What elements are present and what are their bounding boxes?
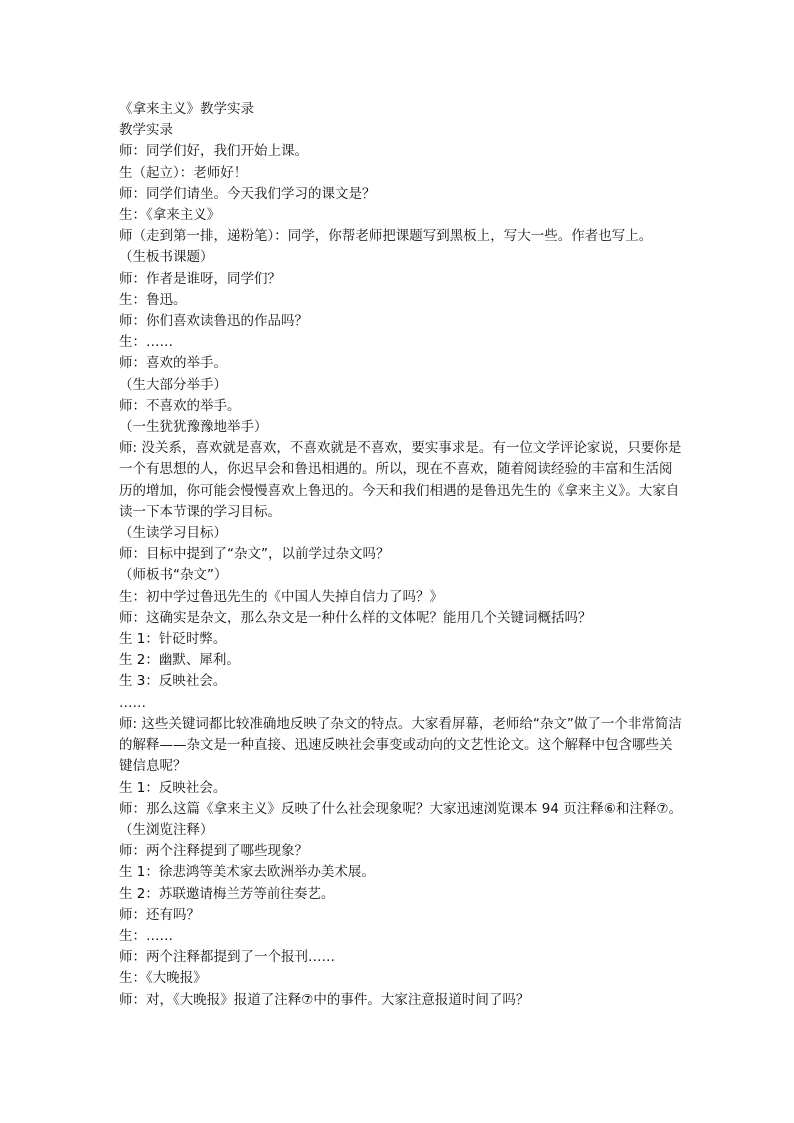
stage-direction: （生板书课题） — [119, 249, 214, 266]
dialogue-line: 师：不喜欢的举手。 — [119, 397, 241, 414]
dialogue-line: 师（走到第一排，递粉笔）：同学，你帮老师把课题写到黑板上，写大一些。作者也写上。 — [119, 228, 653, 245]
dialogue-line: 师：同学们请坐。今天我们学习的课文是？ — [119, 185, 376, 202]
dialogue-line: 生：…… — [119, 927, 173, 944]
dialogue-line: 师：目标中提到了“杂文”，以前学过杂文吗？ — [119, 546, 390, 563]
stage-direction: （生读学习目标） — [119, 525, 227, 542]
dialogue-line: 师：还有吗？ — [119, 906, 200, 923]
dialogue-line: 生：《拿来主义》 — [119, 207, 221, 224]
dialogue-paragraph: 师: 没关系，喜欢就是喜欢，不喜欢就是不喜欢，要实事求是。有一位文学评论家说，只要你是一个有思想的人，你迟早会和鲁迅相遇的。所以，现在不喜欢，随着阅读经验的丰富和生活阅历的增加，你可能会慢慢喜欢上鲁迅的。今天和我们相遇的是鲁迅先生的《拿来主义》。大家自读一下本节课的学习目标。 — [119, 440, 682, 520]
ellipsis-line: …… — [119, 694, 146, 711]
dialogue-line: 生 2：苏联邀请梅兰芳等前往奏艺。 — [119, 885, 335, 902]
dialogue-line: 生：…… — [119, 334, 173, 351]
dialogue-paragraph: 师：那么这篇《拿来主义》反映了什么社会现象呢？大家迅速浏览课本 94 页注释⑥和注释⑦。 — [119, 800, 682, 817]
dialogue-line: 生（起立）：老师好！ — [119, 164, 248, 181]
dialogue-line: 生 3：反映社会。 — [119, 673, 227, 690]
dialogue-line: 师：对，《大晚报》报道了注释⑦中的事件。大家注意报道时间了吗？ — [119, 991, 530, 1008]
section-heading: 教学实录 — [119, 122, 173, 139]
dialogue-line: 师：你们喜欢读鲁迅的作品吗？ — [119, 313, 308, 330]
dialogue-line: 生：初中学过鲁迅先生的《中国人失掉自信力了吗？》 — [119, 588, 443, 605]
document-body — [119, 99, 684, 1011]
document-title: 《拿来主义》教学实录 — [119, 101, 254, 117]
stage-direction: （师板书“杂文”） — [119, 567, 228, 584]
dialogue-line: 师：同学们好，我们开始上课。 — [119, 143, 308, 160]
dialogue-line: 师：作者是谁呀，同学们？ — [119, 270, 281, 287]
dialogue-line: 生 1：徐悲鸿等美术家去欧洲举办美术展。 — [119, 864, 375, 881]
dialogue-line: 师：两个注释都提到了一个报刊…… — [119, 949, 335, 966]
stage-direction: （一生犹犹豫豫地举手） — [119, 419, 268, 436]
stage-direction: （生浏览注释） — [119, 821, 214, 838]
dialogue-line: 生 1：针砭时弊。 — [119, 631, 227, 648]
dialogue-line: 师：喜欢的举手。 — [119, 355, 227, 372]
dialogue-line: 生 2：幽默、犀利。 — [119, 652, 240, 669]
dialogue-line: 生：鲁迅。 — [119, 291, 187, 308]
dialogue-paragraph: 师: 这些关键词都比较准确地反映了杂文的特点。大家看屏幕，老师给“杂文”做了一个非常简洁的解释——杂文是一种直接、迅速反映社会事变或动向的文艺性论文。这个解释中包含哪些关键信息呢？ — [119, 715, 682, 775]
stage-direction: （生大部分举手） — [119, 376, 227, 393]
dialogue-line: 师：这确实是杂文，那么杂文是一种什么样的文体呢？能用几个关键词概括吗？ — [119, 609, 592, 626]
dialogue-line: 师：两个注释提到了哪些现象？ — [119, 843, 308, 860]
dialogue-line: 生 1：反映社会。 — [119, 779, 227, 796]
dialogue-line: 生：《大晚报》 — [119, 970, 207, 987]
